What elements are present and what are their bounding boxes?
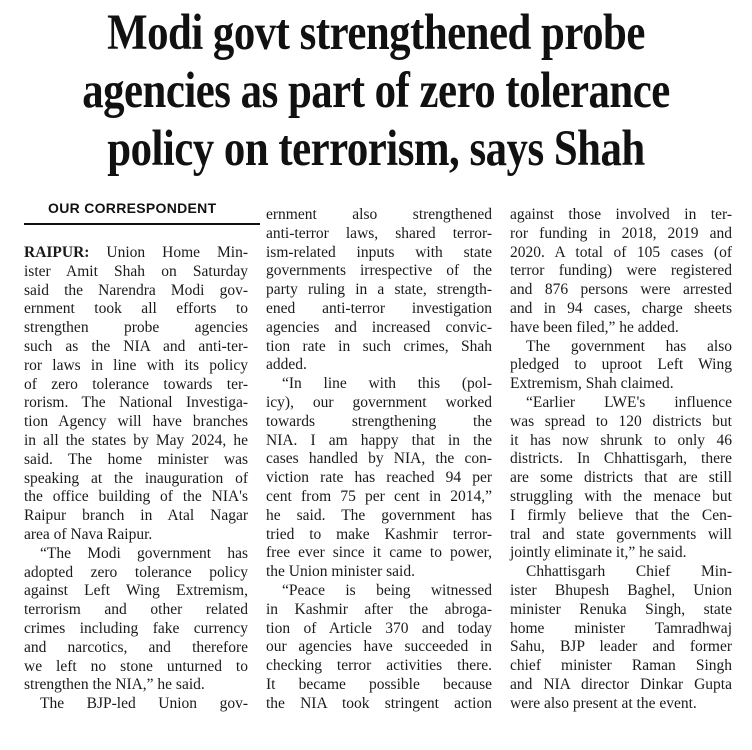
article-line: the NIA took stringent action [266,694,492,712]
headline-line-1: Modi govt strengthened probe [107,5,645,61]
article-line: it has now shrunk to only 46 [510,431,732,449]
article-line: strengthen the NIA,” he said. [24,676,205,694]
article-line: The government has also [526,337,732,355]
article-line: governments irrespective of the [266,262,492,280]
article-line: our agencies have succeeded in [266,638,492,656]
article-line: ror funding in 2018, 2019 and [510,224,732,242]
article-line [24,244,248,263]
article-line: “In line with this (pol- [282,375,492,393]
article-line: have been filed,” he added. [510,318,679,336]
article-line: terror funding) were registered [510,262,732,280]
article-line: party ruling in a state, strength- [266,281,492,299]
byline-block [30,200,250,225]
article-line: were also present at the event. [510,694,697,712]
article-line: are some districts that are still [510,469,732,487]
article-line: viction rate has reached 94 per [266,469,492,487]
article-line: ister Amit Shah on Saturday [24,262,248,280]
article-line: anti-terror laws, shared terror- [266,224,492,242]
article-line: he said. The government has [266,506,492,524]
article-line: icy), our government worked [266,393,492,411]
article-line: of zero tolerance towards ter- [24,375,248,393]
headline-line-2: agencies as part of zero tolerance [82,63,670,119]
article-line: ernment took all efforts to [24,300,248,318]
article-line: “Earlier LWE's influence [526,393,732,411]
article-line: Chhattisgarh Chief Min- [526,563,732,581]
article-column-3 [510,206,732,714]
dateline-rest: Union Home Min- [89,244,248,261]
article-line: towards strengthening the [266,412,492,430]
article-line: speaking at the inauguration of [24,469,248,487]
article-line: we left no stone unturned to [24,657,248,675]
article-line: strengthen probe agencies [24,319,248,337]
article-line: checking terror activities there. [266,657,492,675]
article-line: tion of Article 370 and today [266,619,492,637]
article-line: ened anti-terror investigation [266,299,492,317]
article-line: It became possible because [266,675,492,693]
article-line: such as the NIA and anti-ter- [24,337,248,355]
article-line: ism-related inputs with state [266,243,492,261]
article-line: added. [266,356,307,374]
article-line: and 876 persons were arrested [510,281,732,299]
article-line: tral and state governments will [510,525,732,543]
byline: OUR CORRESPONDENT [48,200,217,216]
article-line: was spread to 120 districts but [510,412,732,430]
article-line: chief minister Raman Singh [510,657,732,675]
dateline: RAIPUR: [24,244,90,261]
article-line: cent from 75 per cent in 2014,” [266,487,492,505]
article-line: I firmly believe that the Cen- [510,506,732,524]
article-line: and in 94 cases, charge sheets [510,299,732,317]
article-line: home minister Tamradhwaj [510,619,732,637]
article-line: against those involved in ter- [510,206,732,223]
article-line: said the Narendra Modi gov- [24,281,248,299]
article-line: Sahu, BJP leader and former [510,638,732,656]
article-line: “The Modi government has [40,544,248,562]
headline [69,4,684,178]
headline-line-3: policy on terrorism, says Shah [107,121,645,177]
article-line: The BJP-led Union gov- [40,695,248,713]
article-line: 2020. A total of 105 cases (of [510,243,732,261]
article-line: against Left Wing Extremism, [24,582,248,600]
article-line: districts. In Chhattisgarh, there [510,450,732,468]
article-line: area of Nava Raipur. [24,525,153,543]
article-line: adopted zero tolerance policy [24,563,248,581]
article-column-2 [266,206,492,714]
article-column-1 [24,244,248,714]
article-line: Extremism, Shah claimed. [510,375,674,393]
article-line: in all the states by May 2024, he [24,431,248,449]
article-line: pledged to uproot Left Wing [510,356,732,374]
article-line: tried to make Kashmir terror- [266,525,492,543]
article-line: the office building of the NIA's [24,488,248,506]
article-line: agencies and increased convic- [266,318,492,336]
article-line: free ever since it came to power, [266,544,492,562]
article-line: terrorism and other related [24,601,248,619]
article-line: struggling with the menace but [510,487,732,505]
article-line: NIA. I am happy that in the [266,431,492,449]
article-line: ror laws in line with its policy [24,356,248,374]
article-line: rorism. The National Investiga- [24,394,248,412]
article-line: “Peace is being witnessed [282,581,492,599]
article-line: and narcotics, and therefore [24,638,248,656]
article-line: minister Renuka Singh, state [510,600,732,618]
article-line: ernment also strengthened [266,206,492,223]
article-line: and NIA director Dinkar Gupta [510,675,732,693]
byline-rule [24,223,260,225]
article-line: said. The home minister was [24,450,248,468]
article-line: the Union minister said. [266,563,415,581]
article-line: in Kashmir after the abroga- [266,600,492,618]
article-line: tion Agency will have branches [24,413,248,431]
article-line: jointly eliminate it,” he said. [510,544,687,562]
article-line: crimes including fake currency [24,619,248,637]
article-line: ister Bhupesh Baghel, Union [510,581,732,599]
article-line: tion rate in such crimes, Shah [266,337,492,355]
article-line: Raipur branch in Atal Nagar [24,507,248,525]
article-line: cases handled by NIA, the con- [266,450,492,468]
